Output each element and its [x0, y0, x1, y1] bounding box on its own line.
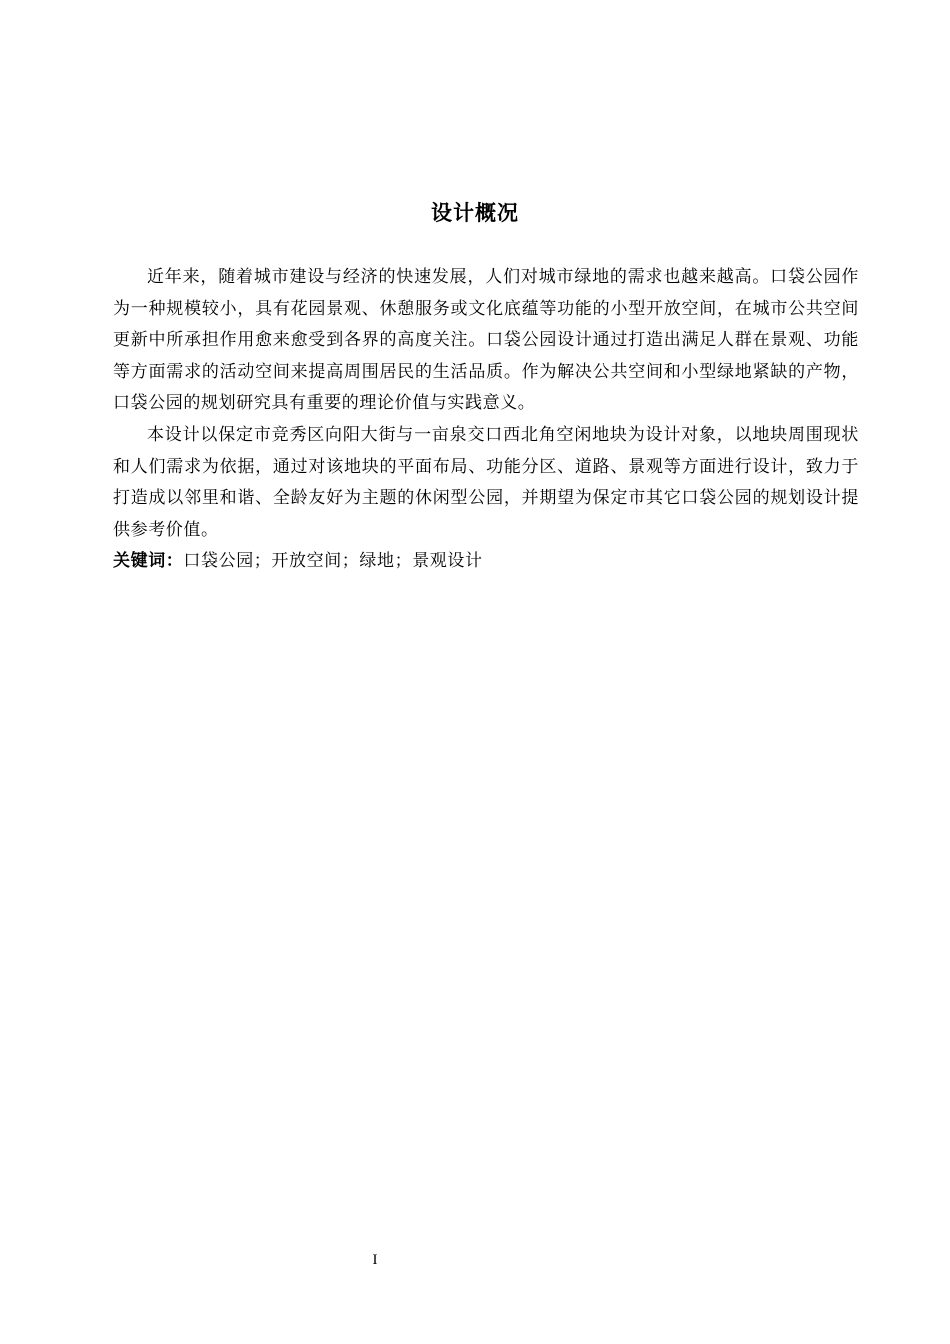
keywords-text: 口袋公园；开放空间；绿地；景观设计	[183, 551, 483, 572]
paragraph-2: 本设计以保定市竞秀区向阳大街与一亩泉交口西北角空闲地块为设计对象，以地块周围现状和人们需求为依据，通过对该地块的平面布局、功能分区、道路、景观等方面进行设计，致力于打造成以邻里和谐、全龄友好为主题的休闲型公园，并期望为保定市其它口袋公园的规划设计提供参考价值。	[113, 424, 859, 540]
paragraph-1: 近年来，随着城市建设与经济的快速发展，人们对城市绿地的需求也越来越高。口袋公园作为一种规模较小，具有花园景观、休憩服务或文化底蕴等功能的小型开放空间，在城市公共空间更新中所承担作用愈来愈受到各界的高度关注。口袋公园设计通过打造出满足人群在景观、功能等方面需求的活动空间来提高周围居民的生活品质。作为解决公共空间和小型绿地紧缺的产物，口袋公园的规划研究具有重要的理论价值与实践意义。	[113, 267, 859, 414]
keywords-line	[113, 546, 859, 578]
body-text	[113, 262, 859, 578]
page-number: I	[372, 1252, 378, 1268]
page-title: 设计概况	[431, 201, 519, 225]
keywords-label: 关键词：	[113, 551, 184, 572]
